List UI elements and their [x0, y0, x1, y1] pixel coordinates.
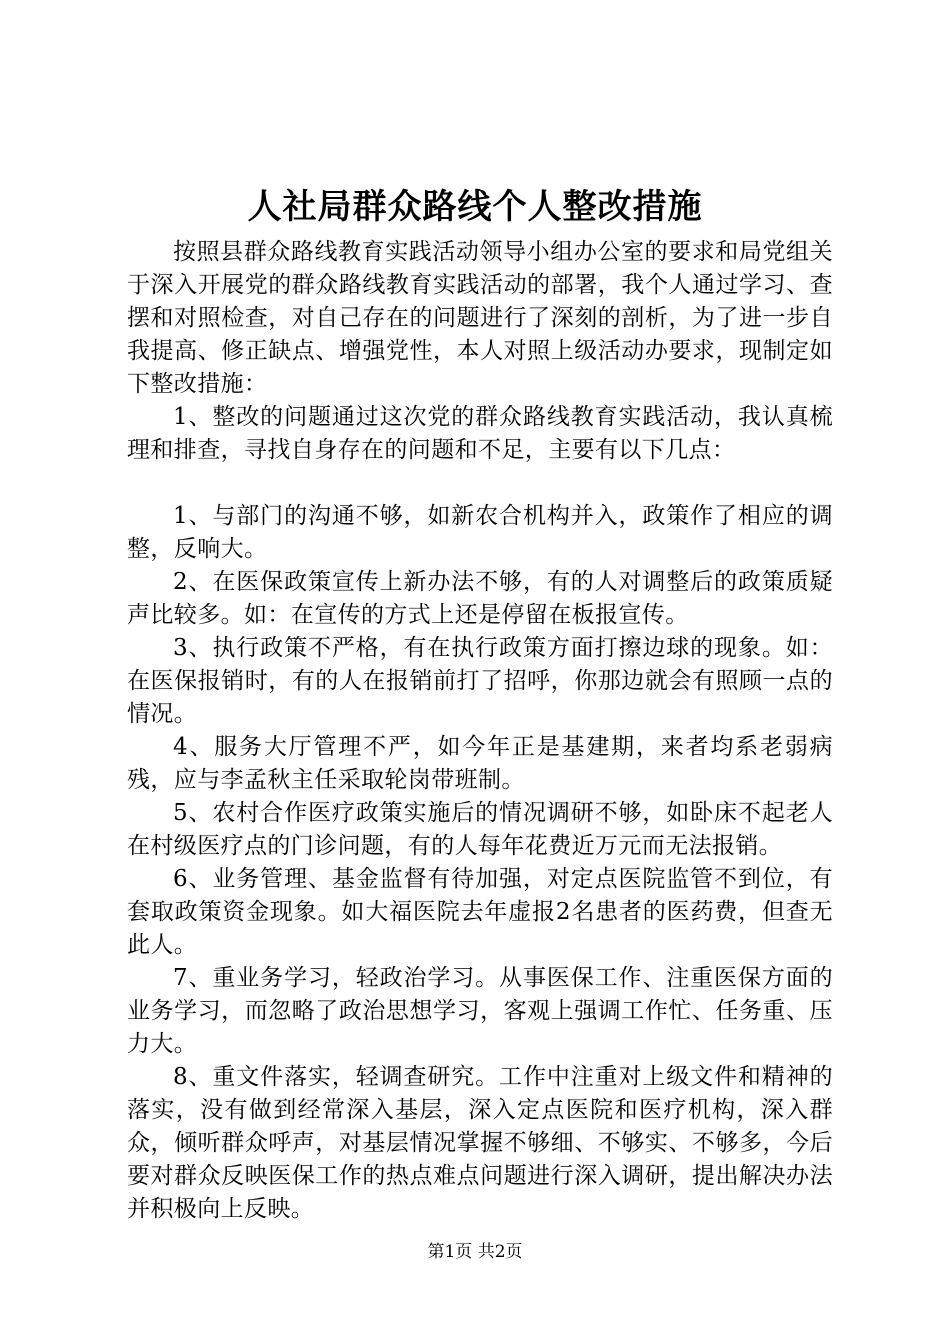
issue-paragraph-5: 5、农村合作医疗政策实施后的情况调研不够，如卧床不起老人在村级医疗点的门诊问题，有的人每年花费近万元而无法报销。	[127, 800, 833, 859]
issue-paragraph-6: 6、业务管理、基金监督有待加强，对定点医院监管不到位，有套取政策资金现象。如大福医院去年虚报2名患者的医药费，但查无此人。	[127, 866, 833, 958]
document-title: 人社局群众路线个人整改措施	[247, 187, 703, 227]
issue-paragraph-4: 4、服务大厅管理不严，如今年正是基建期，来者均系老弱病残，应与李孟秋主任采取轮岗带班制。	[127, 734, 833, 793]
issue-paragraph-1: 1、与部门的沟通不够，如新农合机构并入，政策作了相应的调整，反响大。	[127, 503, 833, 562]
section-heading-paragraph: 1、整改的问题通过这次党的群众路线教育实践活动，我认真梳理和排查，寻找自身存在的问题和不足，主要有以下几点：	[127, 404, 833, 463]
document-body	[127, 236, 833, 1226]
intro-paragraph: 按照县群众路线教育实践活动领导小组办公室的要求和局党组关于深入开展党的群众路线教育实践活动的部署，我个人通过学习、查摆和对照检查，对自己存在的问题进行了深刻的剖析，为了进一步自我提高、修正缺点、增强党性，本人对照上级活动办要求，现制定如下整改措施：	[127, 239, 833, 397]
issue-paragraph-3: 3、执行政策不严格，有在执行政策方面打擦边球的现象。如：在医保报销时，有的人在报销前打了招呼，你那边就会有照顾一点的情况。	[127, 635, 833, 727]
issue-paragraph-2: 2、在医保政策宣传上新办法不够，有的人对调整后的政策质疑声比较多。如：在宣传的方式上还是停留在板报宣传。	[127, 569, 833, 628]
page-footer: 第1页 共2页	[427, 1242, 523, 1262]
issue-paragraph-7: 7、重业务学习，轻政治学习。从事医保工作、注重医保方面的业务学习，而忽略了政治思想学习，客观上强调工作忙、任务重、压力大。	[127, 965, 833, 1057]
issue-paragraph-8: 8、重文件落实，轻调查研究。工作中注重对上级文件和精神的落实，没有做到经常深入基层，深入定点医院和医疗机构，深入群众，倾听群众呼声，对基层情况掌握不够细、不够实、不够多，今后要对群众反映医保工作的热点难点问题进行深入调研，提出解决办法并积极向上反映。	[127, 1064, 833, 1222]
